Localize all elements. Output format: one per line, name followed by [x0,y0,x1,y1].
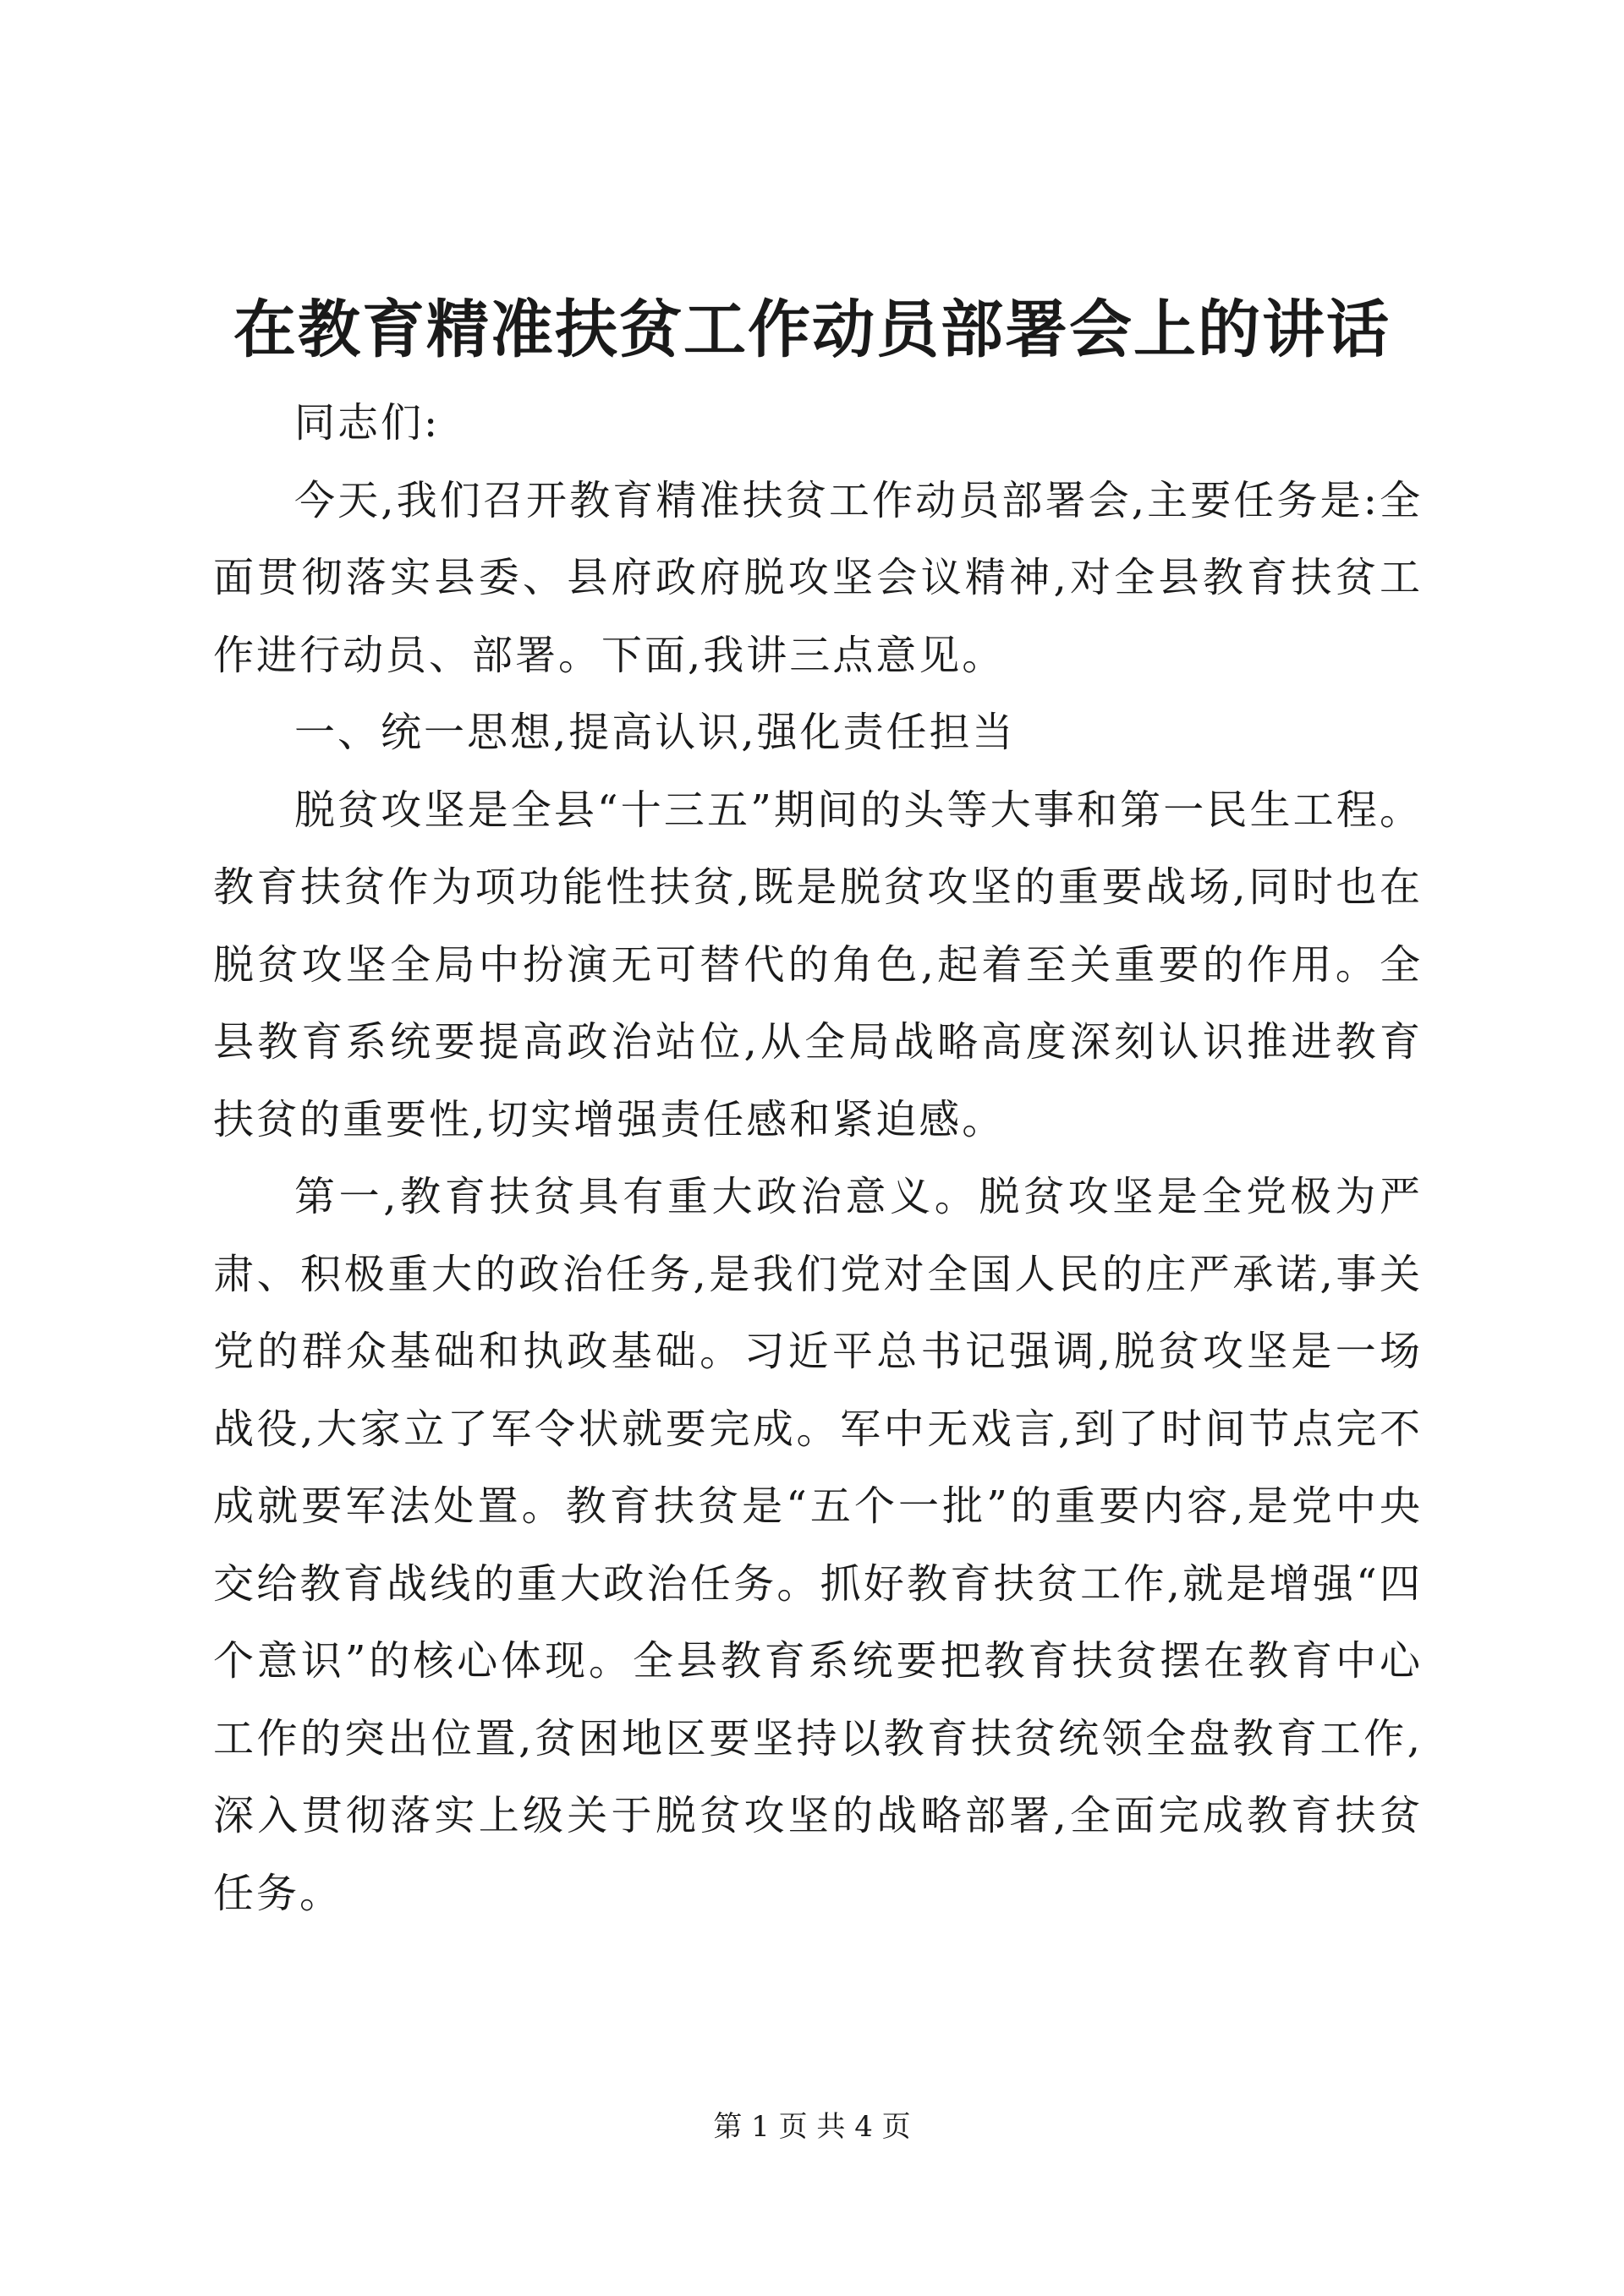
paragraph-poverty-alleviation: 脱贫攻坚是全县“十三五”期间的头等大事和第一民生工程。教育扶贫作为项功能性扶贫,既是脱贫攻坚的重要战场,同时也在脱贫攻坚全局中扮演无可替代的角色,起着至关重要的作用。全县教育系统要提高政治站位,从全局战略高度深刻认识推进教育扶贫的重要性,切实增强责任感和紧迫感。 [213,786,1423,1143]
document-body [213,385,1423,1932]
section-heading-1: 一、统一思想,提高认识,强化责任担当 [294,709,1016,756]
paragraph-point-first: 第一,教育扶贫具有重大政治意义。脱贫攻坚是全党极为严肃、积极重大的政治任务,是我们党对全国人民的庄严承诺,事关党的群众基础和执政基础。习近平总书记强调,脱贫攻坚是一场战役,大家立了军令状就要完成。军中无戏言,到了时间节点完不成就要军法处置。教育扶贫是“五个一批”的重要内容,是党中央交给教育战线的重大政治任务。抓好教育扶贫工作,就是增强“四个意识”的核心体现。全县教育系统要把教育扶贫摆在教育中心工作的突出位置,贫困地区要坚持以教育扶贫统领全盘教育工作,深入贯彻落实上级关于脱贫攻坚的战略部署,全面完成教育扶贫任务。 [213,1173,1423,1917]
paragraph-intro: 今天,我们召开教育精准扶贫工作动员部署会,主要任务是:全面贯彻落实县委、县府政府脱攻坚会议精神,对全县教育扶贫工作进行动员、部署。下面,我讲三点意见。 [213,476,1423,679]
salutation: 同志们: [294,399,441,447]
document-title: 在教育精准扶贫工作动员部署会上的讲话 [233,293,1391,366]
page-number: 第 1 页 共 4 页 [713,2110,911,2144]
